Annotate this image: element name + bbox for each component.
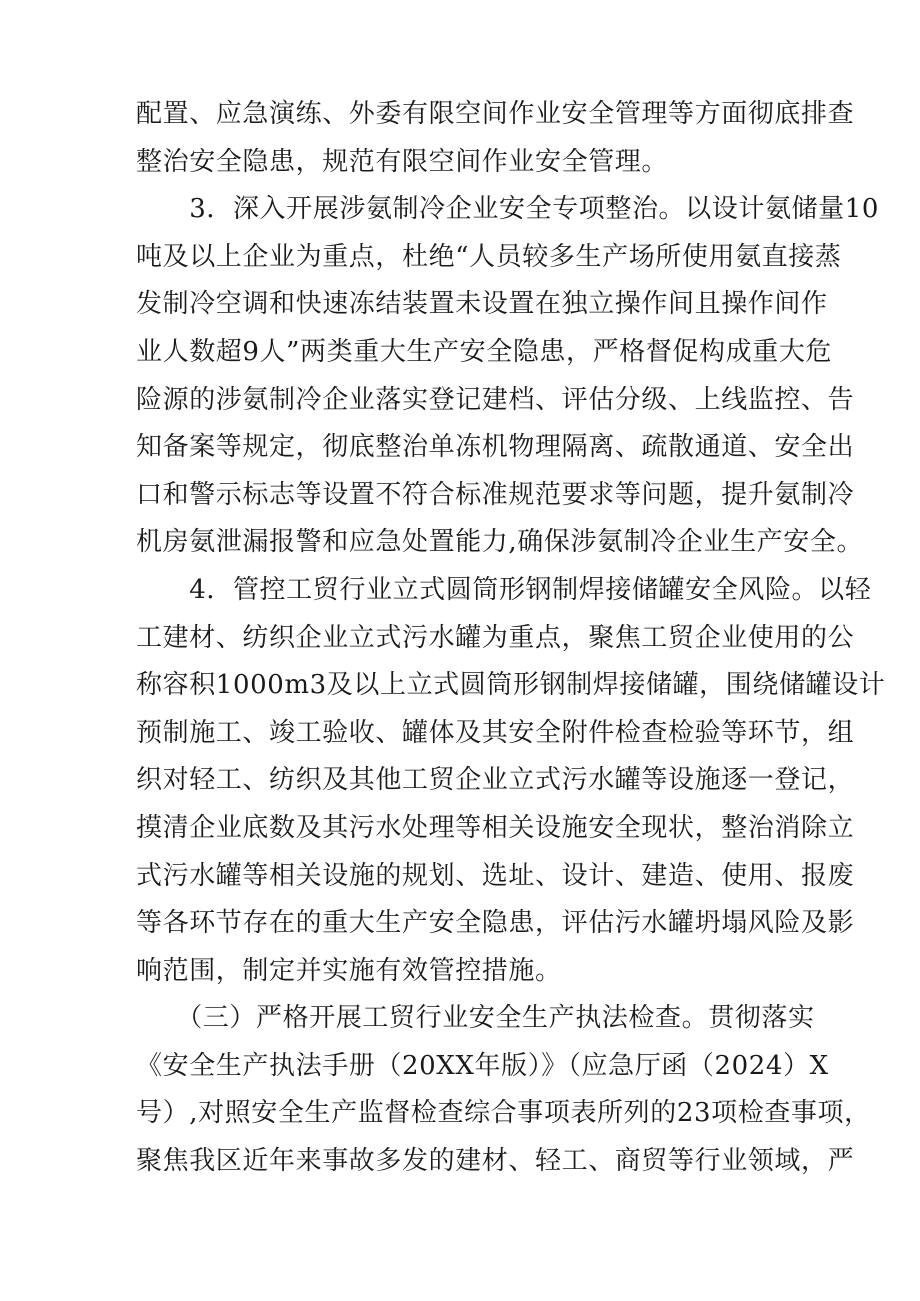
text-line: 整治安全隐患，规范有限空间作业安全管理。 — [136, 146, 669, 177]
text-line: 业人数超9人”两类重大生产安全隐患，严格督促构成重大危 — [136, 336, 833, 367]
text-line: 织对轻工、纺织及其他工贸企业立式污水罐等设施逐一登记， — [136, 765, 855, 796]
text-line: 险源的涉氨制冷企业落实登记建档、评估分级、上线监控、告 — [136, 384, 855, 415]
text-line: 《安全生产执法手册（20XX年版）》（应急厅函（2024）X — [136, 1050, 829, 1081]
text-line: 4．管控工贸行业立式圆筒形钢制焊接储罐安全风险。以轻 — [136, 574, 872, 605]
text-line: 预制施工、竣工验收、罐体及其安全附件检查检验等环节，组 — [136, 717, 855, 748]
text-line: 式污水罐等相关设施的规划、选址、设计、建造、使用、报废 — [136, 860, 855, 891]
text-line: （三）严格开展工贸行业安全生产执法检查。贯彻落实 — [136, 1003, 815, 1034]
text-line: 工建材、纺织企业立式污水罐为重点，聚焦工贸企业使用的公 — [136, 622, 855, 653]
text-line: 聚焦我区近年来事故多发的建材、轻工、商贸等行业领域，严 — [136, 1146, 855, 1177]
text-line: 摸清企业底数及其污水处理等相关设施安全现状，整治消除立 — [136, 812, 855, 843]
text-line: 机房氨泄漏报警和应急处置能力,确保涉氨制冷企业生产安全。 — [136, 527, 864, 558]
text-line: 称容积1000m3及以上立式圆筒形钢制焊接储罐，围绕储罐设计 — [136, 670, 886, 701]
text-line: 吨及以上企业为重点，杜绝“人员较多生产场所使用氨直接蒸 — [136, 241, 842, 272]
text-line: 号）,对照安全生产监督检查综合事项表所列的23项检查事项， — [136, 1098, 871, 1129]
text-line: 3．深入开展涉氨制冷企业安全专项整治。以设计氨储量10 — [136, 194, 880, 225]
text-line: 口和警示标志等设置不符合标准规范要求等问题，提升氨制冷 — [136, 479, 855, 510]
text-line: 配置、应急演练、外委有限空间作业安全管理等方面彻底排查 — [136, 99, 855, 129]
document-body — [136, 91, 886, 1186]
text-line: 发制冷空调和快速冻结装置未设置在独立操作间且操作间作 — [136, 289, 828, 320]
text-line: 知备案等规定，彻底整治单冻机物理隔离、疏散通道、安全出 — [136, 432, 855, 463]
text-line: 等各环节存在的重大生产安全隐患，评估污水罐坍塌风险及影 — [136, 908, 855, 939]
text-line: 响范围，制定并实施有效管控措施。 — [136, 955, 562, 986]
